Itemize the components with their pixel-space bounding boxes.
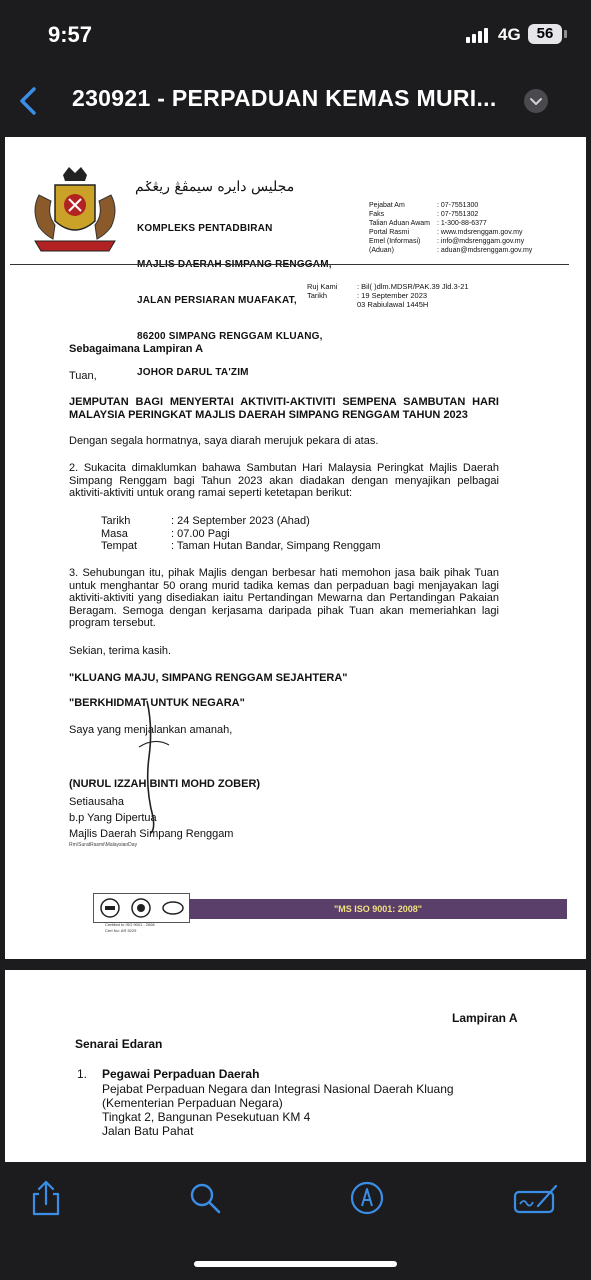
letter-subject: JEMPUTAN BAGI MENYERTAI AKTIVITI-AKTIVITI SEMPENA SAMBUTAN HARI MALAYSIA PERINGKAT MAJLIS DAERAH SIMPANG RENGGAM TAHUN 2023 <box>69 396 499 421</box>
document-title[interactable]: 230921 - PERPADUAN KEMAS MURI... <box>72 85 497 111</box>
list-item-address: Pejabat Perpaduan Negara dan Integrasi Nasional Daerah Kluang (Kementerian Perpaduan Negara) Tingkat 2, Bangunan Pesekutuan KM 4 Jalan Batu Pahat <box>102 1082 454 1138</box>
cert-text: Certified to ISO 9001 : 2008 Cert No: AR 5229 <box>105 922 155 933</box>
council-crest-logo <box>25 165 125 257</box>
recipient: Sebagaimana Lampiran A <box>69 343 204 355</box>
paragraph-3: 3. Sehubungan itu, pihak Majlis dengan berbesar hati memohon jasa baik pihak Tuan untuk menghantar 50 orang murid tadika kemas dan perpaduan bagi menjayakan lagi aktiviti-aktiviti yang disediakan iaitu Pertandingan Mewarna dan Pertandingan Pakaian Beragam. Semoga dengan kerjasama daripada pihak Tuan akan memeriahkan lagi program tersebut. <box>69 567 499 629</box>
search-icon[interactable] <box>185 1178 225 1218</box>
network-type: 4G <box>498 25 521 44</box>
council-name-jawi: مجليس دايره سيمڤڠ ريڠݢم <box>135 179 295 195</box>
appendix-label: Lampiran A <box>452 1011 518 1025</box>
battery-cap <box>564 30 567 38</box>
council-contacts: Pejabat Am : 07-7551300 Faks : 07-7551302 Talian Aduan Awam : 1-300-88-6377 Portal Rasmi : www.mdsrenggam.gov.my Emel (Informasi) : info@mdsrenggam.gov.my (Aduan) : aduan@mdsrenggam.gov.my <box>369 202 533 254</box>
list-item-number: 1. <box>77 1067 88 1081</box>
share-icon[interactable] <box>26 1178 66 1218</box>
event-details: Tarikh : 24 September 2023 (Ahad) Masa : 07.00 Pagi Tempat : Taman Hutan Bandar, Simpang Renggam <box>101 515 381 552</box>
trust-line: Saya yang menjalankan amanah, <box>69 724 233 736</box>
council-address: KOMPLEKS PENTADBIRAN JALAN PERSIARAN MUAFAKAT, 86200 SIMPANG RENGGAM KLUANG, JOHOR DARUL TA'ZIM <box>137 223 323 378</box>
certification-logos <box>93 893 190 923</box>
signature-icon[interactable] <box>512 1178 560 1218</box>
list-item-title: Pegawai Perpaduan Daerah <box>102 1067 260 1081</box>
signer-titles: Setiausaha b.p Yang Dipertua Majlis Daerah Simpang Renggam <box>69 796 234 840</box>
closing-line: Sekian, terima kasih. <box>69 645 172 657</box>
document-viewer[interactable] <box>0 132 591 1162</box>
reference-block: Ruj Kami : Bil( )dlm.MDSR/PAK.39 Jld.3-21 Tarikh : 19 September 2023 03 Rabiulawal 1445H <box>307 282 469 309</box>
home-indicator[interactable] <box>194 1261 397 1267</box>
status-time: 9:57 <box>48 22 93 47</box>
paragraph-2: 2. Sukacita dimaklumkan bahawa Sambutan Hari Malaysia Peringkat Majlis Daerah Simpang Renggam bagi Tahun 2023 akan diadakan dengan menyajikan pelbagai aktiviti-aktiviti untuk orang ramai seperti ketetapan berikut: <box>69 462 499 499</box>
back-chevron-icon[interactable] <box>14 84 44 118</box>
letterhead-divider <box>10 264 569 265</box>
chevron-down-icon <box>524 89 548 113</box>
letter-page-2 <box>5 970 586 1162</box>
opening-line: Dengan segala hormatnya, saya diarah merujuk pekara di atas. <box>69 435 379 447</box>
status-bar <box>0 0 591 70</box>
salutation: Tuan, <box>69 370 97 382</box>
distribution-list-title: Senarai Edaran <box>75 1037 163 1051</box>
letter-page-1 <box>5 137 586 959</box>
battery-icon: 56 <box>528 24 562 44</box>
title-menu-button[interactable] <box>524 89 548 113</box>
markup-icon[interactable] <box>347 1178 387 1218</box>
signer-name: (NURUL IZZAH BINTI MOHD ZOBER) <box>69 778 261 790</box>
cellular-signal-icon <box>466 28 488 43</box>
motto-2: "BERKHIDMAT UNTUK NEGARA" <box>69 697 245 709</box>
file-reference: Rm\SuratRasmi\MalaysianDay <box>69 842 138 848</box>
motto-1: "KLUANG MAJU, SIMPANG RENGGAM SEJAHTERA" <box>69 672 348 684</box>
sirim-logo-icon <box>99 897 121 919</box>
iso-banner: "MS ISO 9001: 2008" <box>189 899 567 919</box>
navigation-bar <box>0 70 591 132</box>
iqnet-logo-icon <box>130 897 152 919</box>
cert-mark-icon <box>162 897 184 919</box>
